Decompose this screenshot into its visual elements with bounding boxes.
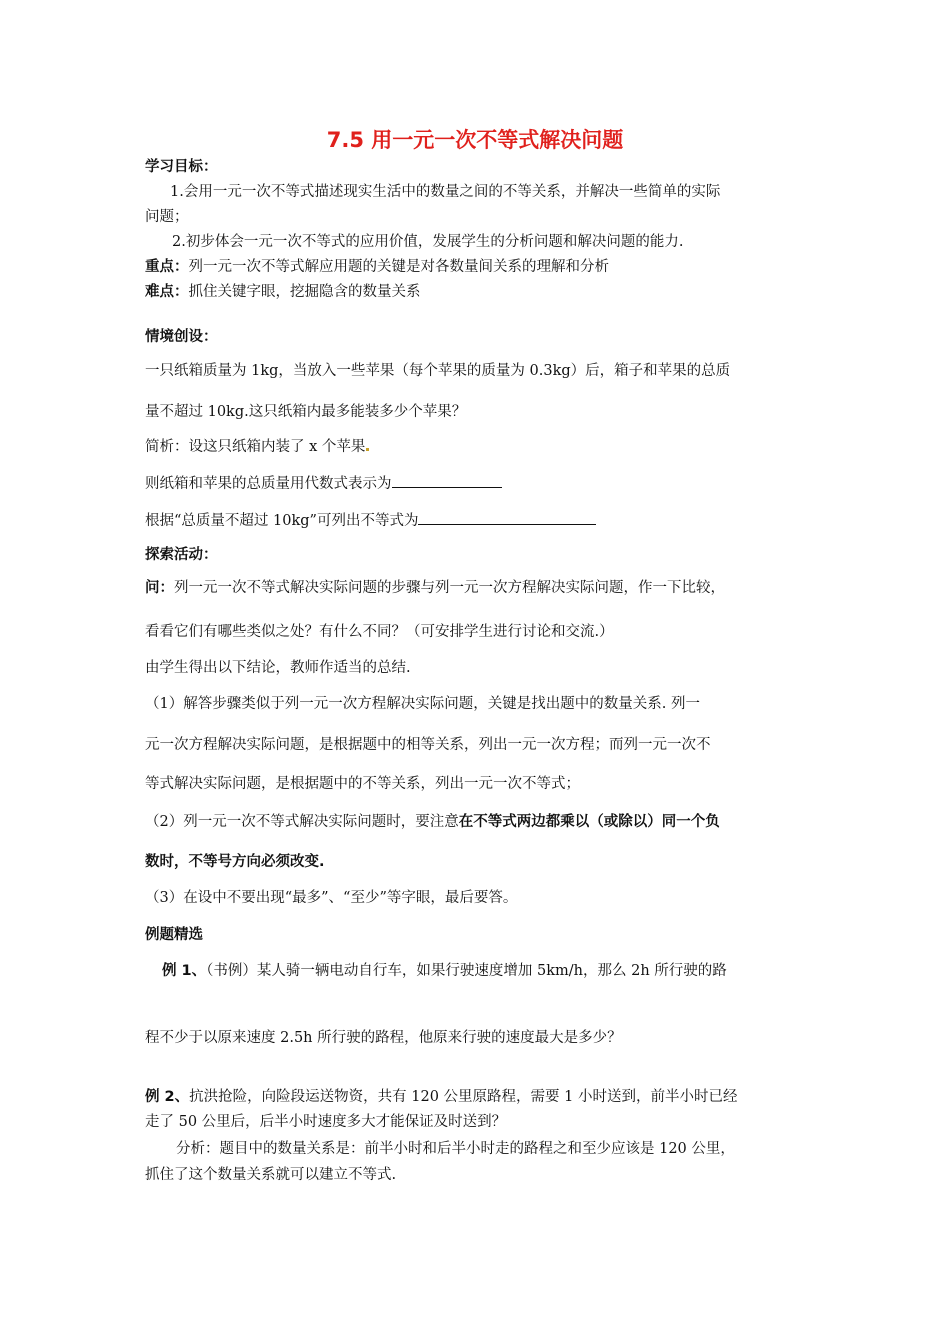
scenario-line-4 <box>145 472 502 493</box>
example-2-label: 例 2、 <box>145 1089 190 1105</box>
scenario-line-4-text: 则纸箱和苹果的总质量用代数式表示为 <box>145 476 392 492</box>
conclusion-3: （3）在设中不要出现“最多”、“至少”等字眼，最后要答。 <box>145 890 518 906</box>
key-point-label: 重点： <box>145 259 189 275</box>
conclusion-2-plain: （2）列一元一次不等式解决实际问题时，要注意 <box>145 814 459 830</box>
answer-blank-expression[interactable] <box>392 473 502 488</box>
explore-question-line-1 <box>145 576 725 597</box>
example-1-line-1 <box>162 959 727 980</box>
conclusion-2-line-2: 数时，不等号方向必须改变. <box>145 854 325 870</box>
conclusion-1-line-1: （1）解答步骤类似于列一元一次方程解决实际问题，关键是找出题中的数量关系. 列一 <box>145 696 700 712</box>
key-point <box>145 255 609 276</box>
answer-blank-inequality[interactable] <box>418 510 596 525</box>
difficult-point <box>145 280 421 301</box>
difficult-point-label: 难点： <box>145 284 189 300</box>
scenario-line-1: 一只纸箱质量为 1kg，当放入一些苹果（每个苹果的质量为 0.3kg）后，箱子和苹果的总质 <box>145 363 731 379</box>
conclusion-2-line-1 <box>145 810 720 831</box>
objective-1-line-1: 1.会用一元一次不等式描述现实生活中的数量之间的不等关系，并解决一些简单的实际 <box>170 184 721 200</box>
example-2-text: 抗洪抢险，向险段运送物资，共有 120 公里原路程，需要 1 小时送到，前半小时已经 <box>189 1089 738 1105</box>
conclusion-1-line-2: 元一次方程解决实际问题，是根据题中的相等关系，列出一元一次方程；而列一元一次不 <box>145 737 711 753</box>
scenario-line-3 <box>145 435 370 456</box>
explore-question-line-2: 看看它们有哪些类似之处？有什么不同？（可安排学生进行讨论和交流.） <box>145 624 614 640</box>
example-1-text: （书例）某人骑一辆电动自行车，如果行驶速度增加 5km/h，那么 2h 所行驶的路 <box>206 963 727 979</box>
scenario-line-5 <box>145 509 596 530</box>
examples-heading: 例题精选 <box>145 927 203 943</box>
scenario-line-5-text: 根据“总质量不超过 10kg”可列出不等式为 <box>145 513 419 529</box>
mark-dot <box>366 448 369 451</box>
example-2-analysis-line-1: 分析：题目中的数量关系是：前半小时和后半小时走的路程之和至少应该是 120 公里， <box>176 1141 735 1157</box>
conclusion-1-line-3: 等式解决实际问题，是根据题中的不等关系，列出一元一次不等式； <box>145 776 580 792</box>
example-1-line-2: 程不少于以原来速度 2.5h 所行驶的路程，他原来行驶的速度最大是多少？ <box>145 1030 622 1046</box>
scenario-line-3-text: 简析：设这只纸箱内装了 x 个苹果 <box>145 439 366 455</box>
objectives-heading: 学习目标： <box>145 159 218 175</box>
page-title: 7.5 用一元一次不等式解决问题 <box>326 128 624 152</box>
explore-heading: 探索活动： <box>145 547 218 563</box>
scenario-heading: 情境创设： <box>145 329 218 345</box>
question-text-1: 列一元一次不等式解决实际问题的步骤与列一元一次方程解决实际问题，作一下比较， <box>174 580 725 596</box>
scenario-line-2: 量不超过 10kg.这只纸箱内最多能装多少个苹果？ <box>145 404 467 420</box>
example-2-analysis-line-2: 抓住了这个数量关系就可以建立不等式. <box>145 1167 397 1183</box>
question-label: 问： <box>145 580 174 596</box>
objective-1-line-2: 问题； <box>145 209 189 225</box>
difficult-point-text: 抓住关键字眼，挖掘隐含的数量关系 <box>188 284 421 300</box>
objective-2: 2.初步体会一元一次不等式的应用价值，发展学生的分析问题和解决问题的能力. <box>172 234 684 250</box>
example-2-line-2: 走了 50 公里后，后半小时速度多大才能保证及时送到？ <box>145 1114 507 1130</box>
key-point-text: 列一元一次不等式解应用题的关键是对各数量间关系的理解和分析 <box>188 259 609 275</box>
example-1-label: 例 1、 <box>162 963 207 979</box>
conclusion-2-bold: 在不等式两边都乘以（或除以）同一个负 <box>458 814 720 830</box>
explore-intro: 由学生得出以下结论，教师作适当的总结. <box>145 660 411 676</box>
example-2-line-1 <box>145 1085 737 1106</box>
